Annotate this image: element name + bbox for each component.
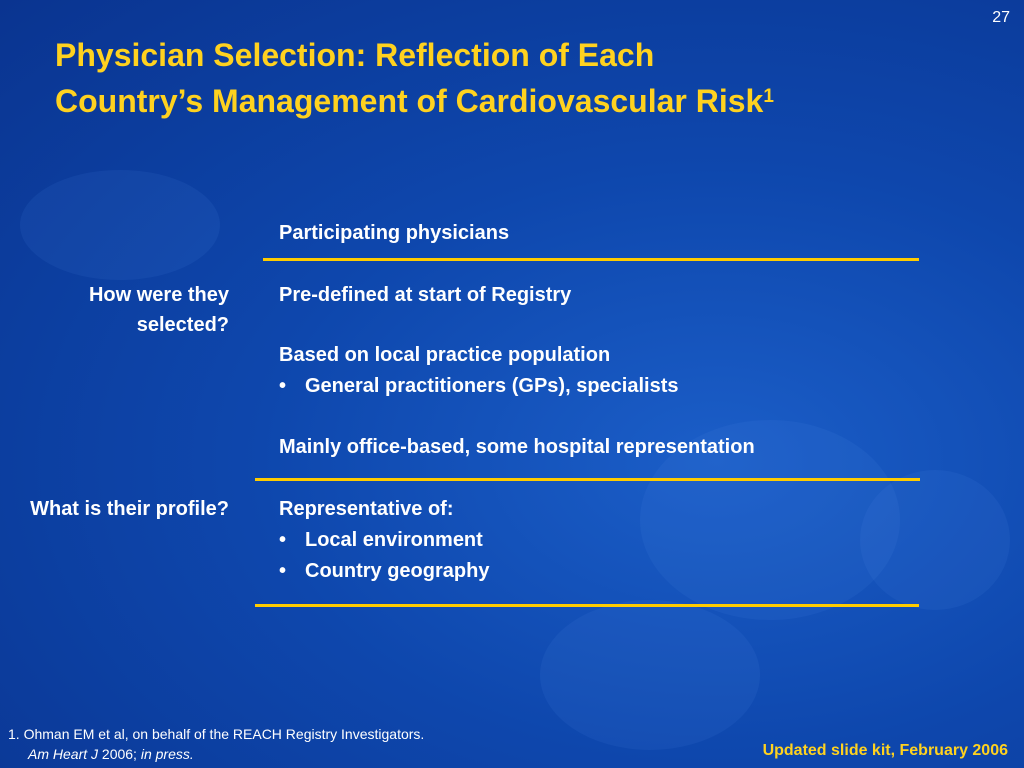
footer-updated-note: Updated slide kit, February 2006 xyxy=(762,742,1008,759)
title-line-2: Country’s Management of Cardiovascular Risk xyxy=(55,83,764,119)
row-question-selection: How were they selected? xyxy=(88,284,229,336)
bullet-item xyxy=(279,525,483,555)
bullet-text: Country geography xyxy=(305,560,490,582)
bullet-icon: • xyxy=(279,375,287,397)
reference-status: in press. xyxy=(140,746,194,762)
reference-year: 2006; xyxy=(101,746,137,762)
reference-line-1: 1. Ohman EM et al, on behalf of the REACH Registry Investigators. xyxy=(8,726,425,742)
divider-rule xyxy=(255,604,919,607)
bullet-text: Local environment xyxy=(305,529,483,551)
reference-journal: Am Heart J xyxy=(28,746,99,762)
background-shape xyxy=(20,170,220,280)
row-question-profile: What is their profile? xyxy=(30,498,229,520)
background-shape xyxy=(540,600,760,750)
divider-rule xyxy=(255,478,920,481)
bullet-icon: • xyxy=(279,560,287,582)
table-header: Participating physicians xyxy=(279,222,510,244)
divider-rule xyxy=(263,258,919,261)
slide-number: 27 xyxy=(992,9,1010,26)
slide-title xyxy=(55,32,985,124)
answer-predefined: Pre-defined at start of Registry xyxy=(279,284,572,306)
bullet-item xyxy=(279,371,678,401)
bullet-text: General practitioners (GPs), specialists xyxy=(305,375,679,397)
answer-representative: Representative of: xyxy=(279,498,454,520)
answer-local-practice: Based on local practice population xyxy=(279,344,611,366)
answer-office-based: Mainly office-based, some hospital representation xyxy=(279,436,755,458)
title-footnote-marker: 1 xyxy=(763,86,774,107)
title-line-1: Physician Selection: Reflection of Each xyxy=(55,37,655,73)
background-shape xyxy=(860,470,1010,610)
reference-line-2 xyxy=(8,744,424,764)
bullet-item xyxy=(279,556,489,586)
bullet-icon: • xyxy=(279,529,287,551)
reference-footnote xyxy=(8,724,424,764)
